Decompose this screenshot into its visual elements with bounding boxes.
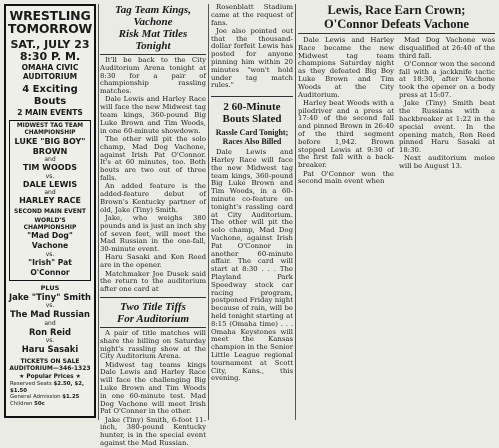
article-tag-team-kings — [100, 4, 206, 448]
article-two-bouts — [211, 4, 293, 420]
ad-main-events: 2 MAIN EVENTS — [17, 108, 83, 117]
column-rule — [98, 4, 99, 420]
ad-phone: AUDITORIUM—346-1323 — [9, 365, 91, 372]
wrestling-ad: WRESTLING TOMORROW SAT., JULY 23 8:30 P. M. OMAHA CIVIC AUDITORIUM 4 Exciting Bouts 2 MAIN EVENTS MIDWEST TAG TEAM CHAMPIONSHIP LUKE "BIG BOY" BROWN and TIM WOODS vs. DALE LEWIS and HARLEY RACE SECOND MAIN EVENT WORLD'S CHAMPIONSHIP "Mad Dog" Vachone vs. "Irish" Pat O'Connor PLUS Jake "Tiny" Smith vs. The Mad Russian and Ron Reid vs. Haru Sasaki TICKETS ON SALE AUDITORIUM—346-1323 ★ Popular Prices ★ Reserved Seats $2.50, $2, $1.50 General Admission $1.25 Children 50c — [4, 4, 96, 418]
article-body: A pair of title matches will share the billing on Saturday night's rassling show at the City Auditorium Arena. Midwest tag teams kings Dale Lewis and Harley Race will face the challenging Big Luke Brown and Tim Woods in one 60-minute test. Mad Dog Vachone will meet Irish Pat O'Conner in the other. Jake (Tiny) Smith, 6-foot 11-inch, 380-pound Kentucky hunter, is in the special event against the Mad Russian. — [100, 328, 206, 448]
undercard-name: Jake "Tiny" Smith — [9, 291, 91, 302]
ad-price-row: General Admission $1.25 — [10, 394, 80, 401]
headline: Lewis, Race Earn Crown; O'Connor Defeats Vachone — [324, 3, 469, 31]
ad-tickets: TICKETS ON SALE — [20, 357, 80, 365]
article-subcolumn: Dale Lewis and Harley Race became the new Midwest tag team champions Saturday night as they defeated Big Boy Luke Brown and Tim Woods at the City Auditorium. Harley beat Woods with a piledriver and a press at 17:40 of the second fall and pinned Brown in 26:40 of the third segment before 1,942. Brown stopped Lewis at 9:30 of the first fall with a back-breaker. Pat O'Connor won the second main event when — [298, 36, 394, 186]
undercard-name: Ron Reid — [28, 326, 72, 337]
column-rule — [295, 4, 296, 420]
article-body: Dale Lewis and Harley Race will face the new Midwest tag team kings, 360-pound Big Luke Brown and Tim Woods, in a 60-minute co-feature on tonight's rassling card at City Auditorium. The other will pit the solo champ, Mad Dog Vachone, against Irish Pat O'Connor in another 60-minute affair. The card will start at 8:30 . . . The Playland Park Speedway stock car racing program, postponed Friday night because of rain, will be held tonight starting at 8:15 (Omaha time) . . . Omaha Keystones will meet the Kansas champion in the Senior Little League regional tournament at Scott City, Kans., this evening. — [211, 148, 293, 383]
divider — [100, 327, 206, 328]
divider — [211, 96, 293, 97]
headline: Two Title Tiffs For Auditorium — [116, 300, 190, 325]
ad-popular-prices: ★ Popular Prices ★ — [19, 373, 81, 380]
article-body: It'll be back to the City Auditorium Arena tonight at 8:30 for a pair of championship rassling matches. Dale Lewis and Harley Race will face the new Midwest tag team kings, 360-pound Big Luke Brown and Tim Woods, in one 60-minute showdown. The other will pit the solo champ, Mad Dog Vachone, against Irish Pat O'Connor. It's at 60 minutes, too. Both bouts are two out of three falls. An added feature is the added-feature debut of Brown's Kentucky partner of old, Jake (Tiny) Smith. Jake, who weighs 380 pounds and is just an inch shy of seven feet, will meet the Mad Russian in the one-fall, 30-minute event. Haru Sasaki and Ken Reed are in the opener. Matchmaker Joe Dusek said the return to the auditorium after one card at — [100, 56, 206, 294]
headline: 2 60-Minute Bouts Slated — [222, 101, 282, 126]
article-body: Rosenblatt Stadium came at the request of fans. Joe also pointed out that the thousand-dollar forfeit Lewis has posted for anyone pinning him within 20 minutes "won't hold under tag match rules." — [211, 3, 293, 90]
column-rule — [208, 4, 209, 420]
article-subcolumn: Mad Dog Vachone was disqualified at 26:40 of the third fall. O'Connor won the second fall with a jackknife tactic at 18:30, after Vachone took the opener on a body press at 15:07. Jake (Tiny) Smith beat the Russians with a backbreaker at 1:22 in the special event. In the opening match, Ron Reed pinned Haru Sasaki at 18:30. Next auditorium melee will be August 13. — [399, 36, 495, 171]
ad-date: SAT., JULY 23 — [10, 38, 90, 51]
ad-price-row: Children 50c — [10, 400, 45, 407]
ad-bouts: 4 Exciting Bouts — [22, 84, 78, 107]
ad-time: 8:30 P. M. — [19, 50, 81, 63]
undercard-name: Haru Sasaki — [21, 344, 79, 354]
kicker: Rassle Card Tonight; Races Also Billed — [215, 128, 289, 147]
ad-title: WRESTLING TOMORROW — [7, 8, 93, 36]
article-lewis-race — [298, 4, 495, 420]
ad-plus: PLUS — [40, 283, 60, 292]
headline: Tag Team Kings, Vachone Risk Mat Titles Tonight — [115, 4, 191, 52]
undercard-name: The Mad Russian — [9, 309, 91, 319]
ad-venue: OMAHA CIVIC AUDITORIUM — [21, 63, 79, 81]
ad-price-row: Reserved Seats $2.50, $2, $1.50 — [10, 381, 85, 394]
divider — [100, 297, 206, 298]
divider — [100, 54, 206, 55]
divider — [298, 33, 495, 34]
ad-championship-box: MIDWEST TAG TEAM CHAMPIONSHIP LUKE "BIG BOY" BROWN and TIM WOODS vs. DALE LEWIS and HARLEY RACE SECOND MAIN EVENT WORLD'S CHAMPIONSHIP "Mad Dog" Vachone vs. "Irish" Pat O'Connor — [9, 120, 91, 281]
article-body — [298, 37, 495, 186]
